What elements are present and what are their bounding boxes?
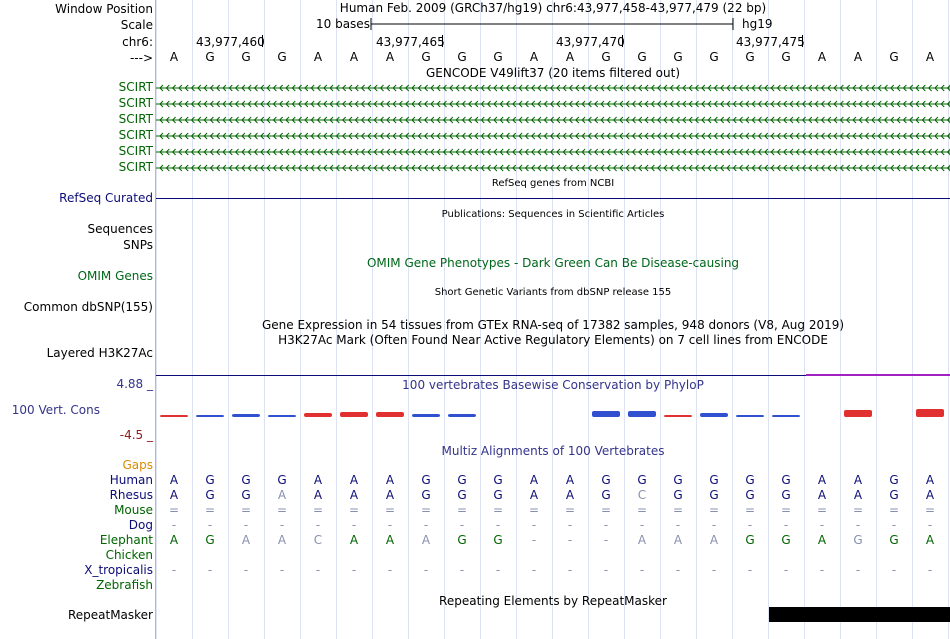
conservation-glyph: [736, 415, 764, 417]
alignment-base: -: [315, 518, 321, 532]
h3k27ac-title: H3K27Ac Mark (Often Found Near Active Regulatory Elements) on 7 cell lines from ENCODE: [278, 333, 828, 347]
coordinate-label: 43,977,475: [736, 35, 805, 49]
alignment-base: -: [459, 518, 465, 532]
alignment-base: -: [603, 533, 609, 547]
alignment-base: -: [423, 518, 429, 532]
alignment-base: A: [385, 488, 395, 502]
alignment-base: A: [169, 533, 179, 547]
alignment-base: G: [601, 488, 611, 502]
alignment-base: C: [637, 488, 647, 502]
alignment-base: =: [168, 503, 180, 517]
alignment-base: -: [351, 563, 357, 577]
repeatmasker-title: Repeating Elements by RepeatMasker: [439, 594, 667, 608]
alignment-base: A: [349, 533, 359, 547]
alignment-base: -: [927, 563, 933, 577]
alignment-base: G: [601, 473, 611, 487]
conservation-title: 100 vertebrates Basewise Conservation by PhyloP: [402, 378, 704, 392]
snps-label[interactable]: SNPs: [123, 238, 153, 252]
alignment-base: -: [603, 563, 609, 577]
conservation-max-label: 4.88 _: [116, 377, 153, 391]
alignment-base: -: [783, 518, 789, 532]
alignment-base: G: [457, 533, 467, 547]
alignment-base: A: [169, 473, 179, 487]
alignment-base: A: [529, 488, 539, 502]
alignment-base: =: [924, 503, 936, 517]
alignment-base: G: [745, 473, 755, 487]
alignment-base: =: [240, 503, 252, 517]
alignment-base: G: [493, 488, 503, 502]
omim-title: OMIM Gene Phenotypes - Dark Green Can Be Disease-causing: [366, 256, 740, 270]
species-label[interactable]: Human: [109, 473, 153, 487]
alignment-base: -: [891, 518, 897, 532]
alignment-base: -: [243, 518, 249, 532]
alignment-base: -: [675, 518, 681, 532]
alignment-base: G: [241, 473, 251, 487]
alignment-base: -: [855, 563, 861, 577]
alignment-base: -: [459, 563, 465, 577]
alignment-base: G: [889, 473, 899, 487]
alignment-base: A: [385, 533, 395, 547]
conservation-glyph: [448, 414, 476, 417]
species-label[interactable]: Zebrafish: [96, 578, 153, 592]
alignment-base: -: [423, 563, 429, 577]
alignment-base: -: [207, 518, 213, 532]
alignment-base: A: [241, 533, 251, 547]
publications-label[interactable]: Sequences: [87, 222, 153, 236]
alignment-base: =: [312, 503, 324, 517]
alignment-base: A: [565, 473, 575, 487]
alignment-base: =: [636, 503, 648, 517]
sequence-base: G: [673, 50, 683, 64]
gencode-transcripts[interactable]: [156, 80, 950, 176]
alignment-base: G: [457, 488, 467, 502]
gaps-label: Gaps: [122, 458, 153, 472]
gencode-title: GENCODE V49lift37 (20 items filtered out): [425, 66, 680, 80]
conservation-glyph: [340, 412, 368, 417]
alignment-base: -: [603, 518, 609, 532]
alignment-base: -: [351, 518, 357, 532]
species-label[interactable]: Chicken: [105, 548, 153, 562]
alignment-base: A: [853, 488, 863, 502]
conservation-glyph: [844, 410, 872, 417]
chrom-label: chr6:: [122, 35, 153, 49]
dbsnp-label[interactable]: Common dbSNP(155): [23, 300, 153, 314]
alignment-base: A: [817, 473, 827, 487]
alignment-base: G: [205, 488, 215, 502]
coordinate-label: 43,977,465: [376, 35, 445, 49]
repeatmasker-element[interactable]: [769, 607, 950, 622]
sequence-base: G: [457, 50, 467, 64]
publications-title: Publications: Sequences in Scientific Articles: [441, 209, 665, 220]
sequence-base: G: [205, 50, 215, 64]
alignment-base: -: [711, 563, 717, 577]
sequence-base: A: [169, 50, 179, 64]
alignment-base: G: [853, 533, 863, 547]
alignment-base: G: [457, 473, 467, 487]
alignment-base: C: [313, 533, 323, 547]
refseq-title: RefSeq genes from NCBI: [491, 178, 615, 189]
species-label[interactable]: Mouse: [114, 503, 153, 517]
track-labels-column: [0, 0, 155, 639]
alignment-base: G: [889, 488, 899, 502]
alignment-base: G: [421, 488, 431, 502]
alignment-base: G: [673, 473, 683, 487]
sequence-base: A: [565, 50, 575, 64]
alignment-base: A: [853, 473, 863, 487]
alignment-base: A: [277, 533, 287, 547]
sequence-base: G: [277, 50, 287, 64]
alignment-base: A: [313, 473, 323, 487]
track-data-area[interactable]: [156, 0, 950, 639]
alignment-base: -: [567, 518, 573, 532]
gencode-item-label[interactable]: SCIRT: [118, 144, 153, 158]
alignment-base: -: [639, 518, 645, 532]
alignment-base: =: [888, 503, 900, 517]
refseq-label[interactable]: RefSeq Curated: [59, 191, 153, 205]
alignment-base: A: [925, 473, 935, 487]
alignment-base: G: [889, 533, 899, 547]
alignment-base: A: [925, 488, 935, 502]
h3k27ac-label[interactable]: Layered H3K27Ac: [46, 346, 153, 360]
coordinate-label: 43,977,460: [196, 35, 265, 49]
alignment-base: -: [927, 518, 933, 532]
alignment-base: G: [781, 488, 791, 502]
alignment-base: A: [349, 488, 359, 502]
alignment-base: =: [384, 503, 396, 517]
gencode-item-label[interactable]: SCIRT: [118, 128, 153, 142]
alignment-base: -: [387, 518, 393, 532]
alignment-base: -: [819, 518, 825, 532]
window-position-value: Human Feb. 2009 (GRCh37/hg19) chr6:43,977,458-43,977,479 (22 bp): [339, 1, 767, 15]
conservation-glyph: [232, 414, 260, 417]
conservation-glyph: [700, 413, 728, 417]
scale-assembly: hg19: [742, 17, 773, 31]
repeatmasker-label[interactable]: RepeatMasker: [67, 608, 153, 622]
alignment-base: =: [420, 503, 432, 517]
alignment-base: A: [673, 533, 683, 547]
alignment-base: -: [279, 563, 285, 577]
sequence-base: G: [601, 50, 611, 64]
alignment-base: G: [745, 488, 755, 502]
sequence-base: G: [889, 50, 899, 64]
alignment-base: =: [600, 503, 612, 517]
alignment-base: -: [171, 563, 177, 577]
alignment-base: G: [709, 473, 719, 487]
alignment-base: =: [708, 503, 720, 517]
alignment-base: -: [495, 563, 501, 577]
alignment-base: -: [567, 563, 573, 577]
alignment-base: A: [565, 488, 575, 502]
sequence-base: A: [925, 50, 935, 64]
alignment-base: -: [819, 563, 825, 577]
alignment-base: -: [783, 563, 789, 577]
alignment-base: -: [315, 563, 321, 577]
alignment-base: -: [639, 563, 645, 577]
alignment-base: -: [675, 563, 681, 577]
alignment-base: G: [781, 533, 791, 547]
alignment-base: A: [385, 473, 395, 487]
conservation-glyph: [160, 415, 188, 417]
conservation-glyph: [196, 415, 224, 417]
alignment-base: G: [493, 533, 503, 547]
alignment-base: -: [171, 518, 177, 532]
alignment-base: =: [204, 503, 216, 517]
alignment-base: =: [348, 503, 360, 517]
species-label[interactable]: Rhesus: [109, 488, 153, 502]
conservation-glyph: [628, 411, 656, 417]
alignment-base: G: [781, 473, 791, 487]
sequence-base: G: [709, 50, 719, 64]
alignment-base: A: [421, 533, 431, 547]
alignment-base: =: [492, 503, 504, 517]
conservation-label[interactable]: 100 Vert. Cons: [11, 403, 100, 417]
alignment-base: A: [349, 473, 359, 487]
alignment-base: G: [277, 473, 287, 487]
sequence-base: A: [529, 50, 539, 64]
alignment-base: =: [564, 503, 576, 517]
sequence-base: G: [637, 50, 647, 64]
alignment-base: -: [747, 563, 753, 577]
conservation-min-label: -4.5 _: [119, 428, 153, 442]
alignment-base: -: [495, 518, 501, 532]
alignment-base: -: [855, 518, 861, 532]
alignment-base: G: [493, 473, 503, 487]
alignment-base: -: [891, 563, 897, 577]
scale-bar: [370, 17, 734, 31]
alignment-base: =: [276, 503, 288, 517]
coordinate-label: 43,977,470: [556, 35, 625, 49]
sequence-base: G: [493, 50, 503, 64]
refseq-line[interactable]: [156, 198, 950, 199]
dbsnp-title: Short Genetic Variants from dbSNP release 155: [434, 287, 672, 298]
sequence-base: A: [385, 50, 395, 64]
conservation-glyph: [376, 412, 404, 417]
conservation-glyph: [304, 413, 332, 417]
conservation-glyph: [412, 414, 440, 417]
scale-value: 10 bases: [316, 17, 370, 31]
alignment-base: =: [780, 503, 792, 517]
multiz-title: Multiz Alignments of 100 Vertebrates: [441, 444, 665, 458]
gencode-item-label[interactable]: SCIRT: [118, 160, 153, 174]
alignment-base: A: [529, 473, 539, 487]
alignment-base: G: [205, 533, 215, 547]
alignment-base: =: [456, 503, 468, 517]
alignment-base: -: [711, 518, 717, 532]
alignment-base: -: [531, 533, 537, 547]
alignment-base: A: [817, 488, 827, 502]
alignment-base: G: [745, 533, 755, 547]
sequence-base: G: [745, 50, 755, 64]
conservation-glyph: [592, 411, 620, 417]
alignment-base: A: [169, 488, 179, 502]
alignment-base: =: [672, 503, 684, 517]
alignment-base: G: [421, 473, 431, 487]
sequence-base: G: [781, 50, 791, 64]
omim-label[interactable]: OMIM Genes: [77, 269, 153, 283]
sequence-base: G: [241, 50, 251, 64]
alignment-base: G: [205, 473, 215, 487]
alignment-base: G: [637, 473, 647, 487]
alignment-base: -: [747, 518, 753, 532]
alignment-base: -: [531, 518, 537, 532]
alignment-base: =: [744, 503, 756, 517]
alignment-base: A: [817, 533, 827, 547]
alignment-base: A: [277, 488, 287, 502]
species-label[interactable]: X_tropicalis: [84, 563, 153, 577]
alignment-base: G: [709, 488, 719, 502]
species-label[interactable]: Dog: [128, 518, 153, 532]
alignment-base: A: [637, 533, 647, 547]
sequence-base: G: [421, 50, 431, 64]
gencode-item-label[interactable]: SCIRT: [118, 96, 153, 110]
conservation-logo[interactable]: [156, 405, 950, 435]
alignment-base: -: [567, 533, 573, 547]
alignment-base: -: [207, 563, 213, 577]
sequence-base: A: [349, 50, 359, 64]
species-label[interactable]: Elephant: [99, 533, 153, 547]
alignment-base: =: [816, 503, 828, 517]
h3k27ac-baseline: [156, 375, 806, 376]
gencode-item-label[interactable]: SCIRT: [118, 112, 153, 126]
scale-label: Scale: [120, 18, 153, 32]
gencode-item-label[interactable]: SCIRT: [118, 80, 153, 94]
alignment-base: -: [243, 563, 249, 577]
alignment-base: -: [531, 563, 537, 577]
alignment-base: G: [241, 488, 251, 502]
strand-arrow-label[interactable]: --->: [129, 51, 153, 65]
conservation-glyph: [664, 415, 692, 417]
sequence-base: A: [313, 50, 323, 64]
h3k27ac-signal: [806, 374, 950, 376]
alignment-base: A: [313, 488, 323, 502]
alignment-base: -: [279, 518, 285, 532]
conservation-glyph: [772, 415, 800, 417]
conservation-glyph: [268, 415, 296, 417]
conservation-glyph: [916, 409, 944, 417]
alignment-base: A: [709, 533, 719, 547]
alignment-base: =: [852, 503, 864, 517]
sequence-base: A: [817, 50, 827, 64]
alignment-base: -: [387, 563, 393, 577]
window-position-label: Window Position: [55, 2, 153, 16]
alignment-base: =: [528, 503, 540, 517]
gtex-title: Gene Expression in 54 tissues from GTEx RNA-seq of 17382 samples, 948 donors (V8, Aug 2019): [261, 318, 845, 332]
alignment-base: G: [673, 488, 683, 502]
sequence-base: A: [853, 50, 863, 64]
alignment-base: A: [925, 533, 935, 547]
